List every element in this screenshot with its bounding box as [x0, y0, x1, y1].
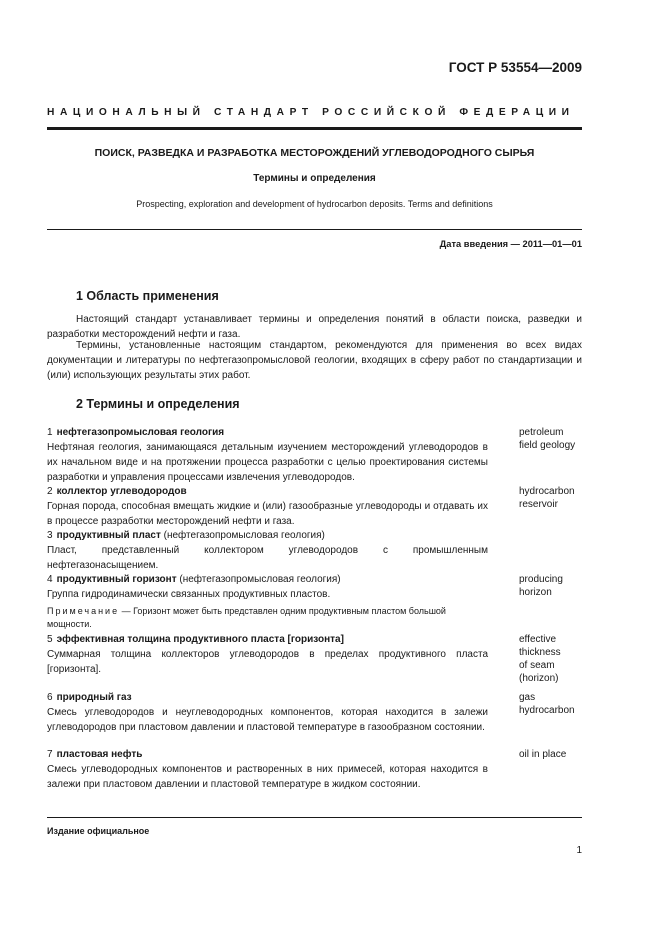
header-rule — [47, 127, 582, 130]
document-code: ГОСТ Р 53554—2009 — [448, 60, 582, 75]
term-entry: 5 эффективная толщина продуктивного пласта [горизонта] Суммарная толщина коллекторов углеводородов в пределах продуктивного пласта [горизонта]. — [47, 634, 488, 675]
term-english-equivalent: producing horizon — [519, 574, 563, 598]
term-english-equivalent: effective thickness of seam (horizon) — [519, 634, 561, 684]
national-standard-title: НАЦИОНАЛЬНЫЙ СТАНДАРТ РОССИЙСКОЙ ФЕДЕРАЦИИ — [47, 107, 575, 118]
scope-paragraph-2: Термины, установленные настоящим стандартом, рекомендуются для применения во всех видах документации и литературы по нефтегазопромысловой геологии, входящих в сферу работ по стандартизации и (или) использующих результаты этих работ. — [47, 340, 582, 381]
section-2-heading: 2 Термины и определения — [76, 397, 240, 411]
term-entry: 2 коллектор углеводородов Горная порода, способная вмещать жидкие и (или) газообразные углеводороды и отдавать их в процессе разработки месторождений нефти и газа. — [47, 486, 488, 527]
term-definition: Смесь углеводородных компонентов и растворенных в них примесей, которая находится в залежи при пластовом давлении и пластовой температуре в жидком состоянии. — [47, 764, 488, 790]
term-entry: 6 природный газ Смесь углеводородов и неуглеводородных компонентов, которая находится в залежи углеводородов при пластовом давлении и пластовой температуре в газообразном состоянии. — [47, 692, 488, 733]
term-entry: 1 нефтегазопромысловая геология Нефтяная геология, занимающаяся детальным изучением месторождений углеводородов в их начальном виде и на протяжении процесса разработки с целью проектирования системы разработки и управления процессами извлечения углеводородов. — [47, 427, 488, 483]
section-1-heading: 1 Область применения — [76, 289, 219, 303]
term-english-equivalent: petroleum field geology — [519, 427, 576, 451]
page-number: 1 — [576, 845, 582, 856]
title-rule — [47, 229, 582, 230]
standard-subtitle: Термины и определения — [253, 173, 376, 184]
term-definition: Нефтяная геология, занимающаяся детальным изучением месторождений углеводородов в их начальном виде и на протяжении процесса разработки с целью проектирования системы разработки и управления процессами извлечения углеводородов. — [47, 442, 488, 483]
term-note: Примечание — Горизонт может быть представлен одним продуктивным пластом большой мощности. — [47, 606, 446, 629]
term-entry: 3 продуктивный пласт (нефтегазопромысловая геология) Пласт, представленный коллектором углеводородов с промышленным нефтегазонасыщением. — [47, 530, 488, 571]
term-entry: 4 продуктивный горизонт (нефтегазопромысловая геология) Группа гидродинамически связанных продуктивных пластов. — [47, 572, 488, 602]
term-definition: Группа гидродинамически связанных продуктивных пластов. — [47, 589, 331, 600]
term-english-equivalent: oil in place — [519, 749, 567, 760]
term-english-equivalent: gas hydrocarbon — [519, 692, 575, 716]
introduction-date: Дата введения — 2011—01—01 — [439, 239, 582, 249]
term-definition: Горная порода, способная вмещать жидкие и (или) газообразные углеводороды и отдавать их в процессе разработки месторождений нефти и газа. — [47, 501, 488, 527]
term-definition: Пласт, представленный коллектором углеводородов с промышленным нефтегазонасыщением. — [47, 545, 488, 571]
publication-label: Издание официальное — [47, 826, 150, 836]
term-definition: Смесь углеводородов и неуглеводородных компонентов, которая находится в залежи углеводородов при пластовом давлении и пластовой температуре в газообразном состоянии. — [47, 707, 488, 733]
standard-title: ПОИСК, РАЗВЕДКА И РАЗРАБОТКА МЕСТОРОЖДЕНИЙ УГЛЕВОДОРОДНОГО СЫРЬЯ — [94, 147, 535, 159]
english-title: Prospecting, exploration and development of hydrocarbon deposits. Terms and definitions — [136, 199, 493, 209]
term-english-equivalent: hydrocarbon reservoir — [519, 486, 575, 510]
term-definition: Суммарная толщина коллекторов углеводородов в пределах продуктивного пласта [горизонта]. — [47, 649, 488, 675]
footer-rule — [47, 817, 582, 818]
term-entry: 7 пластовая нефть Смесь углеводородных компонентов и растворенных в них примесей, которая находится в залежи при пластовом давлении и пластовой температуре в жидком состоянии. — [47, 749, 488, 790]
scope-paragraph-1: Настоящий стандарт устанавливает термины и определения понятий в области поиска, разведки и разработки месторождений нефти и газа. — [47, 314, 582, 340]
